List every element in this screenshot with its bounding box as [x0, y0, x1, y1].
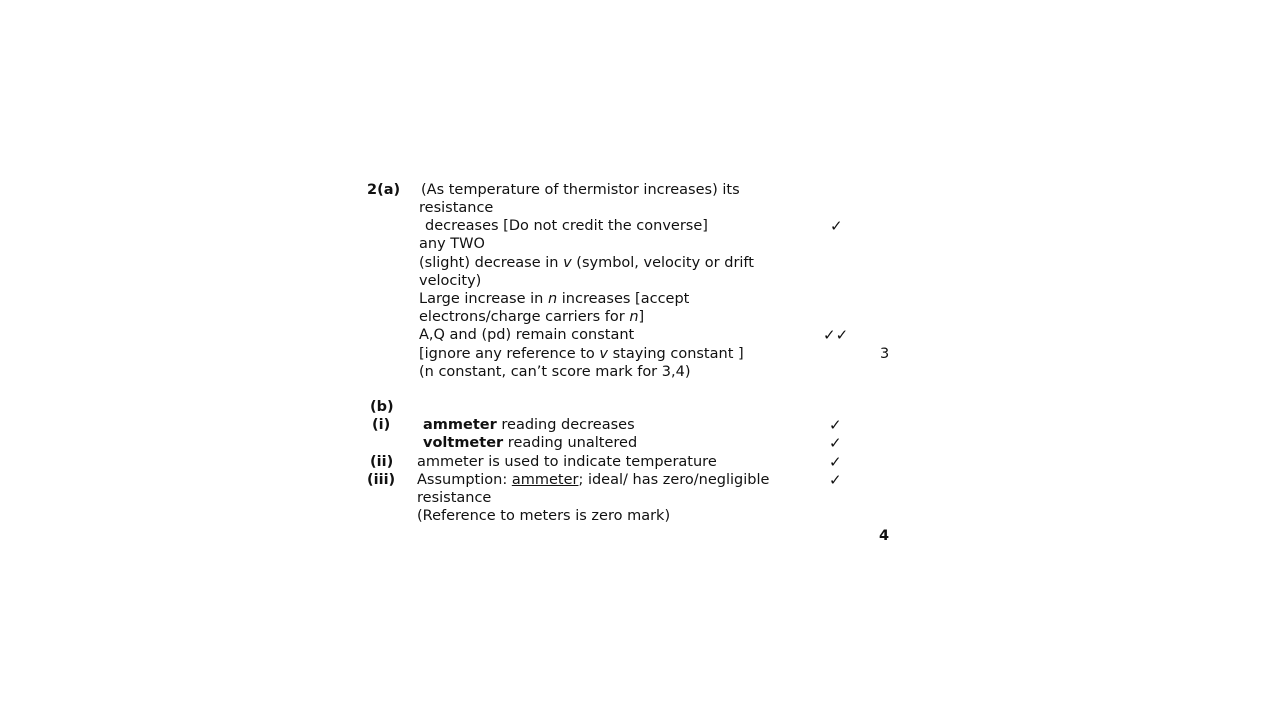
text-fragment: increases [accept [557, 291, 690, 307]
text-fragment: ] [638, 309, 645, 325]
variable-v: v [563, 255, 572, 271]
answer-line [417, 471, 769, 489]
answer-line: resistance [417, 490, 492, 506]
text-fragment: staying constant ] [608, 346, 744, 362]
variable-v: v [599, 346, 608, 362]
answer-line: resistance [419, 200, 494, 216]
keyword-voltmeter: voltmeter [423, 435, 504, 451]
tick-mark: ✓ [830, 217, 843, 235]
text-fragment: electrons/charge carriers for [419, 309, 630, 325]
mark-total-b: 4 [879, 528, 890, 544]
answer-line [419, 290, 689, 308]
sub-label-ii: (ii) [370, 454, 394, 470]
answer-line [419, 254, 754, 272]
answer-line [423, 434, 637, 452]
question-label-b: (b) [370, 399, 394, 415]
answer-line: decreases [Do not credit the converse] [425, 218, 708, 234]
text-fragment: (slight) decrease in [419, 255, 564, 271]
answer-line: (n constant, can’t score mark for 3,4) [419, 364, 691, 380]
answer-line [423, 416, 635, 434]
text-fragment: (symbol, velocity or drift [571, 255, 754, 271]
tick-mark-double: ✓✓ [823, 326, 849, 344]
mark-total-a: 3 [880, 346, 890, 362]
tick-mark: ✓ [829, 434, 842, 452]
answer-line: velocity) [419, 273, 482, 289]
tick-mark: ✓ [829, 453, 842, 471]
variable-n: n [629, 309, 639, 325]
answer-line [419, 308, 644, 326]
text-fragment: reading unaltered [503, 435, 638, 451]
question-label-2a: 2(a) [367, 182, 401, 198]
tick-mark: ✓ [829, 471, 842, 489]
answer-line: (Reference to meters is zero mark) [417, 508, 671, 524]
text-fragment: Large increase in [419, 291, 548, 307]
text-fragment: [ignore any reference to [419, 346, 600, 362]
sub-label-i: (i) [372, 417, 391, 433]
text-fragment: reading decreases [496, 417, 635, 433]
variable-n: n [547, 291, 558, 307]
sub-label-iii: (iii) [367, 472, 396, 488]
text-fragment: ; ideal/ has zero/negligible [578, 472, 770, 488]
answer-line: A,Q and (pd) remain constant [419, 327, 635, 343]
keyword-ammeter: ammeter [423, 417, 497, 433]
answer-line [419, 345, 744, 363]
answer-line: ammeter is used to indicate temperature [417, 454, 717, 470]
answer-line: any TWO [419, 236, 485, 252]
text-fragment: Assumption: [417, 472, 512, 488]
tick-mark: ✓ [829, 416, 842, 434]
answer-line: (As temperature of thermistor increases) its [421, 182, 740, 198]
underlined-ammeter: ammeter [511, 472, 579, 488]
